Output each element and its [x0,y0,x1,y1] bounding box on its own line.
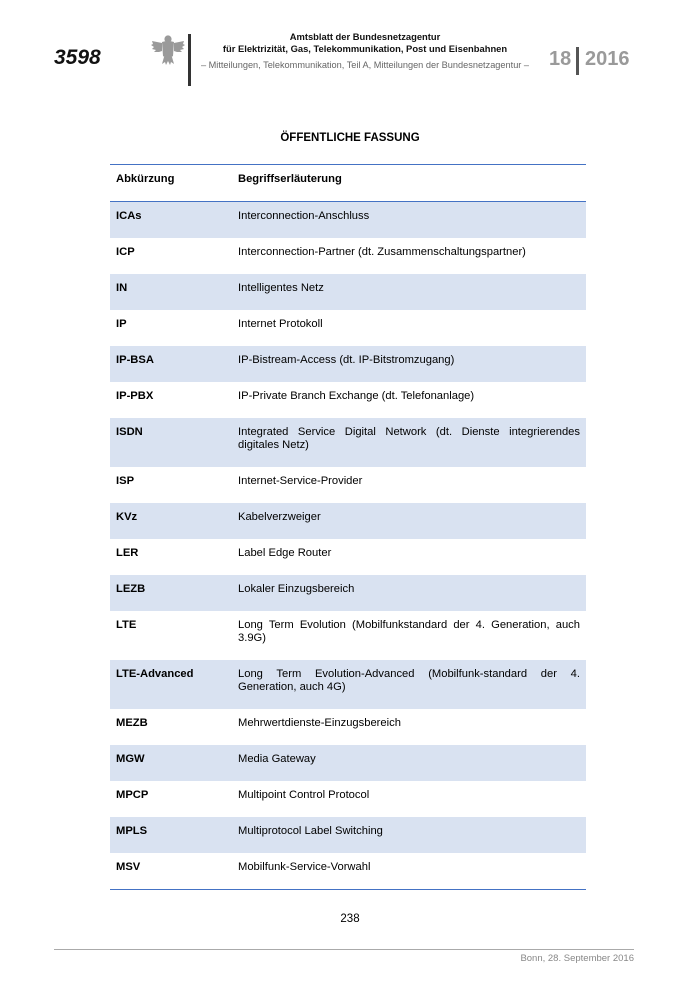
definition-cell: Long Term Evolution (Mobilfunkstandard der 4. Generation, auch 3.9G) [238,619,580,644]
table-row [110,418,586,467]
definition-cell: Multiprotocol Label Switching [238,825,383,837]
table-row [110,660,586,709]
table-row [110,781,586,817]
table-body [110,202,586,889]
header-divider [188,34,191,86]
definition-cell: IP-Private Branch Exchange (dt. Telefonanlage) [238,390,475,402]
masthead-title-line2: für Elektrizität, Gas, Telekommunikation, Post und Eisenbahnen [222,42,508,54]
folio-number: 238 [340,913,360,925]
abbreviation-cell: ICAs [116,210,142,222]
definition-cell: Mobilfunk-Service-Vorwahl [238,861,371,873]
definition-cell: Interconnection-Partner (dt. Zusammenschaltungspartner) [238,246,526,258]
definition-cell: Media Gateway [238,753,316,765]
definition-cell: Integrated Service Digital Network (dt. Dienste integrierendes digitales Netz) [238,426,580,451]
abbreviation-cell: IP-PBX [116,390,154,402]
abbreviation-cell: ISP [116,475,135,487]
abbreviation-cell: LEZB [116,583,146,595]
definition-cell: Lokaler Einzugsbereich [238,583,355,595]
definition-cell: Internet-Service-Provider [238,475,363,487]
definition-cell: Mehrwertdienste-Einzugsbereich [238,717,401,729]
abbreviation-cell: LER [116,547,139,559]
masthead-subtitle: – Mitteilungen, Telekommunikation, Teil A, Mitteilungen der Bundesnetzagentur – [200,60,530,70]
column-header-definition: Begriffserläuterung [238,173,342,185]
federal-eagle-icon [150,32,186,68]
table-row [110,382,586,418]
masthead [192,31,538,70]
abbreviation-cell: KVz [116,511,138,523]
table-row [110,346,586,382]
definition-cell: Label Edge Router [238,547,332,559]
issue-number: 18 [549,48,572,70]
definition-cell: Interconnection-Anschluss [238,210,370,222]
table-header-row [110,165,586,202]
abbreviation-cell: IP-BSA [116,354,154,366]
table-row [110,611,586,660]
table-row [110,853,586,889]
abbreviation-cell: IN [116,282,128,294]
table-row [110,310,586,346]
abbreviation-cell: MEZB [116,717,148,729]
issue-year: 2016 [585,48,630,70]
issue-divider [576,47,579,75]
definition-cell: IP-Bistream-Access (dt. IP-Bitstromzugang) [238,354,455,366]
footer-divider [54,949,634,950]
table-row [110,817,586,853]
abbreviation-cell: ICP [116,246,135,258]
document-title: ÖFFENTLICHE FASSUNG [280,132,420,144]
page-number: 3598 [54,46,101,69]
table-row [110,575,586,611]
abbreviation-cell: MPCP [116,789,149,801]
table-row [110,709,586,745]
definition-cell: Internet Protokoll [238,318,323,330]
footer-place-date: Bonn, 28. September 2016 [520,953,634,964]
masthead-title-line1: Amtsblatt der Bundesnetzagentur [289,31,441,42]
abbreviation-cell: MPLS [116,825,148,837]
column-header-abbreviation: Abkürzung [116,173,175,185]
table-row [110,238,586,274]
table-row [110,503,586,539]
abbreviation-cell: MGW [116,753,145,765]
abbreviation-cell: MSV [116,861,141,873]
table-row [110,467,586,503]
definition-cell: Kabelverzweiger [238,511,321,523]
table-row [110,274,586,310]
glossary-table [110,164,586,890]
table-row [110,539,586,575]
abbreviation-cell: ISDN [116,426,143,438]
table-row [110,202,586,238]
abbreviation-cell: LTE-Advanced [116,668,194,680]
abbreviation-cell: IP [116,318,127,330]
definition-cell: Intelligentes Netz [238,282,324,294]
table-row [110,745,586,781]
abbreviation-cell: LTE [116,619,137,631]
definition-cell: Multipoint Control Protocol [238,789,370,801]
definition-cell: Long Term Evolution-Advanced (Mobilfunk-standard der 4. Generation, auch 4G) [238,668,580,693]
